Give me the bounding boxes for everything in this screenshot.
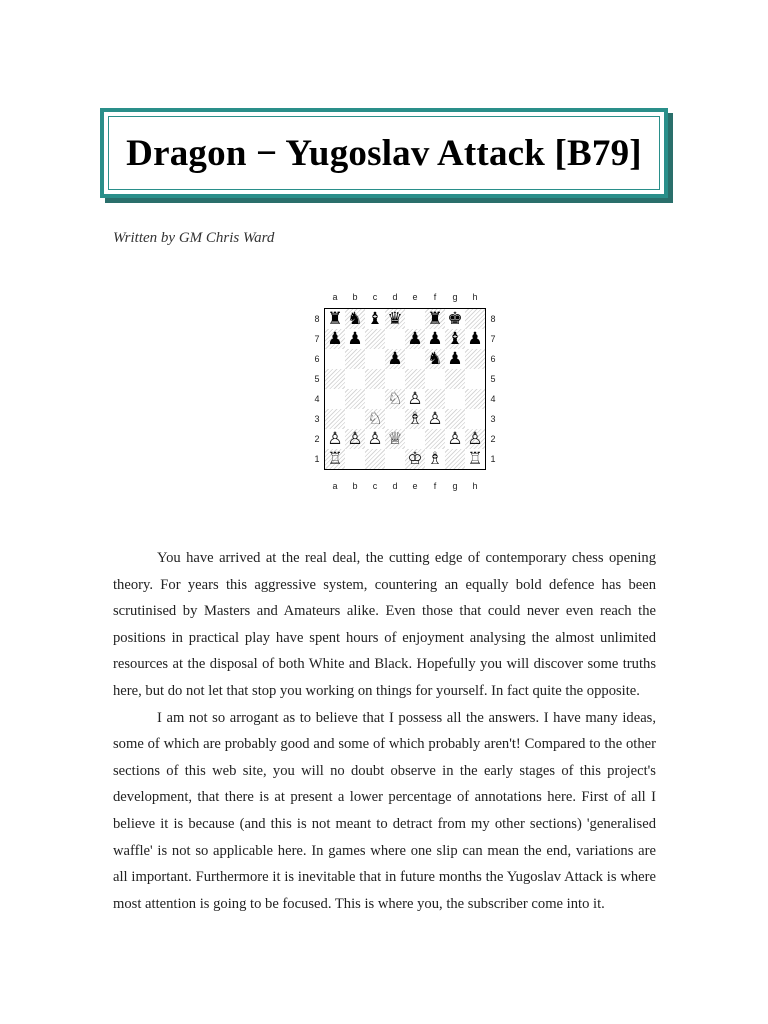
square-a5 <box>325 369 345 389</box>
square-f4 <box>425 389 445 409</box>
rank-label: 8 <box>314 314 320 324</box>
chess-piece: ♙ <box>407 388 423 409</box>
square-h5 <box>465 369 485 389</box>
square-a1 <box>325 449 345 469</box>
square-a3 <box>325 409 345 429</box>
file-label: a <box>332 292 338 302</box>
square-f8 <box>425 309 445 329</box>
file-labels-top <box>325 292 485 302</box>
file-label: e <box>412 481 418 491</box>
chess-piece: ♛ <box>387 308 403 329</box>
title-box <box>100 108 668 198</box>
chess-piece: ♟ <box>447 348 463 369</box>
square-e4 <box>405 389 425 409</box>
square-b8 <box>345 309 365 329</box>
chess-piece: ♙ <box>327 428 343 449</box>
chess-piece: ♙ <box>367 428 383 449</box>
square-a8 <box>325 309 345 329</box>
file-label: g <box>452 481 458 491</box>
square-d7 <box>385 329 405 349</box>
rank-label: 1 <box>490 454 496 464</box>
square-g2 <box>445 429 465 449</box>
chess-piece: ♜ <box>427 308 443 329</box>
square-c4 <box>365 389 385 409</box>
square-b1 <box>345 449 365 469</box>
author-byline: Written by GM Chris Ward <box>113 230 275 246</box>
square-c2 <box>365 429 385 449</box>
square-b7 <box>345 329 365 349</box>
file-label: f <box>433 481 437 491</box>
square-d8 <box>385 309 405 329</box>
square-b6 <box>345 349 365 369</box>
chess-piece: ♝ <box>367 308 383 329</box>
square-d6 <box>385 349 405 369</box>
rank-label: 7 <box>314 334 320 344</box>
file-label: c <box>372 292 378 302</box>
square-c8 <box>365 309 385 329</box>
rank-label: 2 <box>490 434 496 444</box>
file-label: a <box>332 481 338 491</box>
file-label: d <box>392 292 398 302</box>
file-label: c <box>372 481 378 491</box>
chess-piece: ♚ <box>447 308 463 329</box>
square-d2 <box>385 429 405 449</box>
chess-piece: ♞ <box>427 348 443 369</box>
rank-label: 7 <box>490 334 496 344</box>
file-label: e <box>412 292 418 302</box>
chess-piece: ♗ <box>427 448 443 469</box>
square-h3 <box>465 409 485 429</box>
square-d5 <box>385 369 405 389</box>
file-label: h <box>472 481 478 491</box>
square-b3 <box>345 409 365 429</box>
square-f7 <box>425 329 445 349</box>
chess-piece: ♟ <box>387 348 403 369</box>
square-c5 <box>365 369 385 389</box>
square-e1 <box>405 449 425 469</box>
file-label: b <box>352 481 358 491</box>
square-h6 <box>465 349 485 369</box>
square-b2 <box>345 429 365 449</box>
square-g7 <box>445 329 465 349</box>
file-label: g <box>452 292 458 302</box>
square-a6 <box>325 349 345 369</box>
chess-piece: ♖ <box>327 448 343 469</box>
square-e5 <box>405 369 425 389</box>
chess-piece: ♙ <box>427 408 443 429</box>
file-label: f <box>433 292 437 302</box>
chess-piece: ♗ <box>407 408 423 429</box>
square-d3 <box>385 409 405 429</box>
square-a2 <box>325 429 345 449</box>
square-f6 <box>425 349 445 369</box>
file-label: h <box>472 292 478 302</box>
square-g3 <box>445 409 465 429</box>
rank-label: 3 <box>314 414 320 424</box>
square-f5 <box>425 369 445 389</box>
rank-labels-left <box>312 309 322 469</box>
square-b4 <box>345 389 365 409</box>
chess-piece: ♙ <box>347 428 363 449</box>
rank-label: 8 <box>490 314 496 324</box>
square-c3 <box>365 409 385 429</box>
square-g5 <box>445 369 465 389</box>
chess-piece: ♞ <box>347 308 363 329</box>
chess-piece: ♟ <box>347 328 363 349</box>
chess-piece: ♔ <box>407 448 423 469</box>
rank-label: 5 <box>490 374 496 384</box>
rank-label: 1 <box>314 454 320 464</box>
chess-board <box>324 308 486 470</box>
rank-label: 6 <box>314 354 320 364</box>
rank-label: 6 <box>490 354 496 364</box>
square-f3 <box>425 409 445 429</box>
square-b5 <box>345 369 365 389</box>
chess-piece: ♟ <box>327 328 343 349</box>
article-body <box>113 545 656 917</box>
rank-label: 2 <box>314 434 320 444</box>
square-a4 <box>325 389 345 409</box>
square-c6 <box>365 349 385 369</box>
square-h8 <box>465 309 485 329</box>
chess-piece: ♟ <box>467 328 483 349</box>
square-h7 <box>465 329 485 349</box>
square-f1 <box>425 449 445 469</box>
square-d4 <box>385 389 405 409</box>
square-h1 <box>465 449 485 469</box>
chess-piece: ♘ <box>387 388 403 409</box>
square-h4 <box>465 389 485 409</box>
square-e8 <box>405 309 425 329</box>
rank-labels-right <box>488 309 498 469</box>
chess-piece: ♟ <box>407 328 423 349</box>
chess-piece: ♖ <box>467 448 483 469</box>
chess-piece: ♕ <box>387 428 403 449</box>
square-g4 <box>445 389 465 409</box>
square-g1 <box>445 449 465 469</box>
square-d1 <box>385 449 405 469</box>
chess-piece: ♝ <box>447 328 463 349</box>
square-e6 <box>405 349 425 369</box>
rank-label: 5 <box>314 374 320 384</box>
square-g6 <box>445 349 465 369</box>
page-title: Dragon − Yugoslav Attack [B79] <box>126 132 642 174</box>
paragraph: I am not so arrogant as to believe that I possess all the answers. I have many ideas, some of which are probably good and some of which probably aren't! Compared to the other sections of this web site, you will no doubt observe in the early stages of this project's development, that there is at present a lower percentage of annotations here. First of all I believe it is because (and this is not meant to detract from my other sections) 'generalised waffle' is not so applicable here. In games where one slip can mean the end, variations are all important. Furthermore it is inevitable that in future months the Yugoslav Attack is where most attention is going to be focused. This is where you, the subscriber come into it. <box>113 709 656 912</box>
chess-piece: ♜ <box>327 308 343 329</box>
square-c1 <box>365 449 385 469</box>
chess-piece: ♙ <box>467 428 483 449</box>
square-e7 <box>405 329 425 349</box>
paragraph: You have arrived at the real deal, the cutting edge of contemporary chess opening theory. For years this aggressive system, countering an equally bold defence has been scrutinised by Masters and Amateurs alike. Even those that could never even reach the positions in practical play have spent hours of enjoyment analysing the almost unlimited resources at the disposal of both White and Black. Hopefully you will discover some truths here, but do not let that stop you working on things for yourself. In fact quite the opposite. <box>113 550 656 699</box>
file-label: b <box>352 292 358 302</box>
title-frame <box>108 116 660 190</box>
square-f2 <box>425 429 445 449</box>
chess-piece: ♟ <box>427 328 443 349</box>
square-e2 <box>405 429 425 449</box>
square-g8 <box>445 309 465 329</box>
file-labels-bottom <box>325 481 485 491</box>
square-c7 <box>365 329 385 349</box>
chess-piece: ♘ <box>367 408 383 429</box>
rank-label: 3 <box>490 414 496 424</box>
square-e3 <box>405 409 425 429</box>
rank-label: 4 <box>490 394 496 404</box>
square-h2 <box>465 429 485 449</box>
chess-piece: ♙ <box>447 428 463 449</box>
rank-label: 4 <box>314 394 320 404</box>
square-a7 <box>325 329 345 349</box>
file-label: d <box>392 481 398 491</box>
